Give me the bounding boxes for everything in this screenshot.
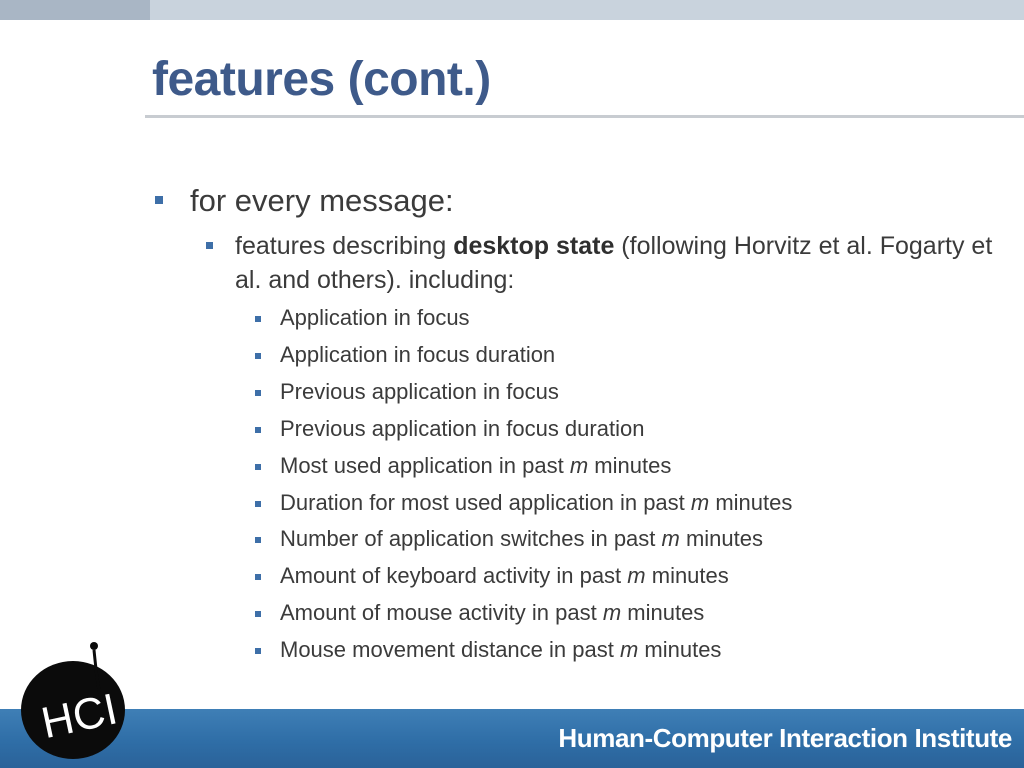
item-text: Amount of mouse activity in past — [280, 600, 603, 626]
slide-title: features (cont.) — [152, 53, 491, 106]
bullet-square-icon — [255, 648, 261, 654]
list-item — [280, 304, 980, 332]
item-variable: m — [569, 452, 589, 478]
bullet-square-icon — [255, 353, 261, 359]
item-variable: m — [690, 489, 710, 515]
bullet-square-icon — [255, 574, 261, 580]
item-text: Mouse movement distance in past — [280, 637, 620, 663]
item-text-suffix: minutes — [709, 489, 793, 515]
list-item — [280, 525, 980, 553]
item-variable: m — [627, 563, 646, 589]
bullet-square-icon — [255, 464, 261, 470]
item-text: Number of application switches in past — [280, 526, 662, 552]
list-item — [280, 341, 980, 369]
level2-bold: desktop state — [453, 232, 615, 260]
item-text-suffix: minutes — [645, 563, 729, 589]
list-item — [280, 378, 980, 406]
list-item — [280, 636, 980, 664]
bullet-square-icon — [206, 242, 213, 249]
bullet-square-icon — [255, 537, 261, 543]
item-text-suffix: minutes — [638, 637, 722, 663]
item-text: Previous application in focus duration — [280, 415, 645, 441]
item-text: Previous application in focus — [280, 378, 559, 404]
item-variable: m — [602, 600, 622, 626]
item-variable: m — [661, 526, 680, 552]
item-text-suffix: minutes — [679, 526, 764, 552]
bullet-level1: for every message: — [190, 183, 454, 218]
bullet-square-icon — [255, 390, 261, 396]
logo-text: HCI — [37, 684, 122, 749]
bullet-square-icon — [155, 196, 163, 204]
item-text-suffix: minutes — [621, 600, 705, 626]
bullet-square-icon — [255, 316, 261, 322]
list-item — [280, 489, 980, 517]
level2-prefix: features describing — [235, 232, 454, 260]
item-text-suffix: minutes — [588, 452, 672, 478]
list-item — [280, 452, 980, 480]
item-text: Application in focus — [280, 305, 470, 330]
bullet-square-icon — [255, 501, 261, 507]
item-text: Amount of keyboard activity in past — [280, 563, 628, 589]
bullet-level2 — [235, 229, 995, 297]
item-text: Duration for most used application in past — [280, 489, 691, 515]
list-item — [280, 599, 980, 627]
bullet-square-icon — [255, 611, 261, 617]
level2-suffix: (following Horvitz et al. Fogarty et al. and others). including: — [235, 232, 993, 294]
list-item — [280, 415, 980, 443]
item-text: Application in focus duration — [280, 341, 556, 367]
item-text: Most used application in past — [280, 452, 570, 478]
institute-name: Human-Computer Interaction Institute — [558, 723, 1012, 753]
hci-logo — [18, 640, 133, 762]
list-item — [280, 562, 980, 590]
item-variable: m — [619, 637, 639, 663]
bullet-square-icon — [255, 427, 261, 433]
